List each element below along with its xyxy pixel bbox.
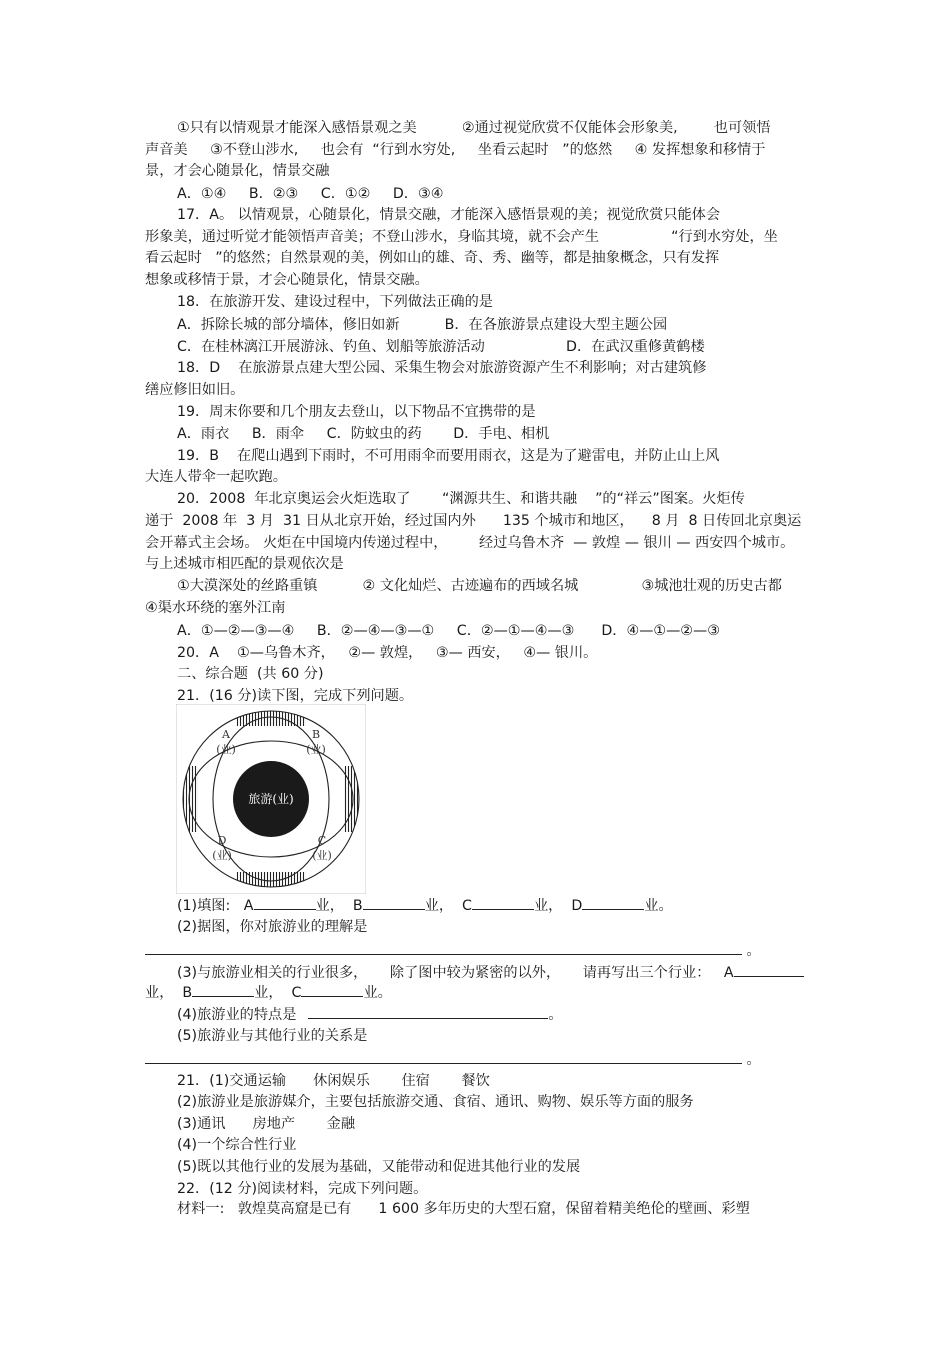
a17-line1: 17．A。 以情观景，心随景化，情景交融，才能深入感悟景观的美；视觉欣赏只能体会 bbox=[177, 207, 721, 223]
q20-choices: A．①—②—③—④ B．②—④—③—① C．②—①—④—③ D．④—①—②—③ bbox=[177, 623, 720, 639]
q16-options-line3: 景，才会心随景化，情景交融 bbox=[145, 163, 330, 179]
period-2: 。 bbox=[746, 943, 761, 959]
q21-part5: (5)旅游业与其他行业的关系是 bbox=[177, 1028, 368, 1044]
q20-line4: 与上述城市相匹配的景观依次是 bbox=[145, 556, 344, 572]
blank-3b[interactable] bbox=[192, 982, 254, 997]
label-tourism: 旅游(业) bbox=[248, 792, 294, 806]
label-a-ye: (业) bbox=[216, 743, 236, 756]
period-4: 。 bbox=[548, 1007, 563, 1023]
label-d-ye: (业) bbox=[212, 849, 232, 862]
q19-choices: A．雨衣 B．雨伞 C．防蚊虫的药 D．手电、相机 bbox=[177, 426, 550, 442]
a21-line4: (4)一个综合性行业 bbox=[177, 1137, 297, 1153]
label-c: C bbox=[317, 834, 327, 847]
blank-part2[interactable] bbox=[145, 940, 742, 955]
a21-line2: (2)旅游业是旅游媒介，主要包括旅游交通、食宿、通讯、购物、娱乐等方面的服务 bbox=[177, 1094, 694, 1110]
q20-answer: 20．A ①—乌鲁木齐， ②— 敦煌， ③— 西安， ④— 银川。 bbox=[177, 645, 598, 661]
q21-part3-ye-b: 业， C bbox=[254, 985, 302, 1001]
q18-stem: 18．在旅游开发、建设过程中，下列做法正确的是 bbox=[177, 294, 493, 310]
q21-part4 bbox=[177, 1004, 563, 1025]
blank-d[interactable] bbox=[582, 895, 644, 910]
q18-options-cd: C．在桂林漓江开展游泳、钓鱼、划船等旅游活动 D．在武汉重修黄鹤楼 bbox=[177, 339, 705, 355]
q21-stem: 21．(16 分)读下图，完成下列问题。 bbox=[177, 688, 414, 704]
q19-answer-line2: 大连人带伞一起吹跑。 bbox=[145, 469, 287, 485]
a21-line5: (5)既以其他行业的发展为基础，又能带动和促进其他行业的发展 bbox=[177, 1159, 581, 1175]
blank-3a[interactable] bbox=[734, 962, 804, 977]
q18-answer-line1: 18．D 在旅游景点建大型公园、采集生物会对旅游资源产生不利影响；对古建筑修 bbox=[177, 360, 707, 376]
q21-part1-c: 业， D bbox=[533, 898, 583, 914]
blank-part5[interactable] bbox=[145, 1049, 742, 1064]
q20-line1: 20．2008 年北京奥运会火炬选取了 “渊源共生、和谐共融 ”的“祥云”图案。火炬传 bbox=[177, 491, 745, 507]
blank-c[interactable] bbox=[472, 895, 534, 910]
q21-part3-text: (3)与旅游业相关的行业很多， 除了图中较为紧密的以外， 请再写出三个行业： A bbox=[177, 965, 734, 981]
blank-part4[interactable] bbox=[308, 1004, 548, 1019]
label-c-ye: (业) bbox=[312, 849, 332, 862]
blank-3c[interactable] bbox=[301, 982, 363, 997]
q21-part1-a: 业， B bbox=[315, 898, 363, 914]
q21-part4-text: (4)旅游业的特点是 bbox=[177, 1007, 297, 1023]
a17-line3: 看云起时 ”的悠然；自然景观的美，例如山的雄、奇、秀、幽等，都是抽象概念，只有发挥 bbox=[145, 250, 720, 266]
period-5: 。 bbox=[746, 1052, 761, 1068]
tourism-venn-figure bbox=[176, 704, 366, 894]
q18-answer-line2: 缮应修旧如旧。 bbox=[145, 382, 245, 398]
section-heading: 二、综合题 (共 60 分) bbox=[177, 666, 324, 682]
q21-part3-ye-a: 业， B bbox=[145, 985, 193, 1001]
q19-stem: 19．周末你要和几个朋友去登山，以下物品不宜携带的是 bbox=[177, 404, 536, 420]
q21-part3-line1 bbox=[177, 962, 804, 983]
q20-options-line1: ①大漠深处的丝路重镇 ② 文化灿烂、古迹遍布的西域名城 ③城池壮观的历史古都 bbox=[177, 578, 782, 594]
q21-part2-answer-line bbox=[145, 940, 761, 961]
q16-options-line1: ①只有以情观景才能深入感悟景观之美 ②通过视觉欣赏不仅能体会形象美, 也可领悟 bbox=[177, 120, 771, 136]
label-b: B bbox=[311, 728, 321, 741]
q21-part1-b: 业， C bbox=[424, 898, 472, 914]
q20-line3: 会开幕式主会场。 火炬在中国境内传递过程中， 经过乌鲁木齐 — 敦煌 — 银川 — 西安四个城市。 bbox=[145, 535, 795, 551]
q22-material1: 材料一: 敦煌莫高窟是已有 1 600 多年历史的大型石窟，保留着精美绝伦的壁画、彩塑 bbox=[177, 1201, 750, 1217]
a17-line2: 形象美，通过听觉才能领悟声音美；不登山涉水，身临其境，就不会产生 “行到水穷处，坐 bbox=[145, 229, 778, 245]
q21-part1-prefix: (1)填图: A bbox=[177, 898, 254, 914]
q21-part3-end: 业。 bbox=[363, 985, 392, 1001]
q16-options-line2: 声音美 ③不登山涉水, 也会有 “行到水穷处, 坐看云起时 ”的悠然 ④ 发挥想象和移情于 bbox=[145, 142, 766, 158]
blank-b[interactable] bbox=[363, 895, 425, 910]
a21-line1: 21．(1)交通运输 休闲娱乐 住宿 餐饮 bbox=[177, 1073, 490, 1089]
label-a: A bbox=[222, 728, 230, 741]
q21-part1-d: 业。 bbox=[644, 898, 673, 914]
q21-part2: (2)据图，你对旅游业的理解是 bbox=[177, 919, 368, 935]
q22-stem: 22．(12 分)阅读材料，完成下列问题。 bbox=[177, 1181, 428, 1197]
label-b-ye: (业) bbox=[306, 743, 326, 756]
blank-a[interactable] bbox=[254, 895, 316, 910]
q21-part3-line2 bbox=[145, 982, 392, 1003]
q20-line2: 递于 2008 年 3 月 31 日从北京开始，经过国内外 135 个城市和地区， 8 月 8 日传回北京奥运 bbox=[145, 513, 802, 529]
q19-answer-line1: 19．B 在爬山遇到下雨时，不可用雨伞而要用雨衣，这是为了避雷电，并防止山上风 bbox=[177, 448, 720, 464]
q16-choices: A．①④ B．②③ C．①② D．③④ bbox=[177, 186, 444, 202]
a21-line3: (3)通讯 房地产 金融 bbox=[177, 1116, 356, 1132]
q21-part1 bbox=[177, 895, 673, 916]
q21-part5-answer-line bbox=[145, 1049, 761, 1070]
label-d: D bbox=[217, 834, 227, 847]
a17-line4: 想象或移情于景，才会心随景化，情景交融。 bbox=[145, 272, 429, 288]
q20-options-line2: ④渠水环绕的塞外江南 bbox=[145, 600, 286, 616]
q18-options-ab: A．拆除长城的部分墙体，修旧如新 B．在各旅游景点建设大型主题公园 bbox=[177, 317, 668, 333]
